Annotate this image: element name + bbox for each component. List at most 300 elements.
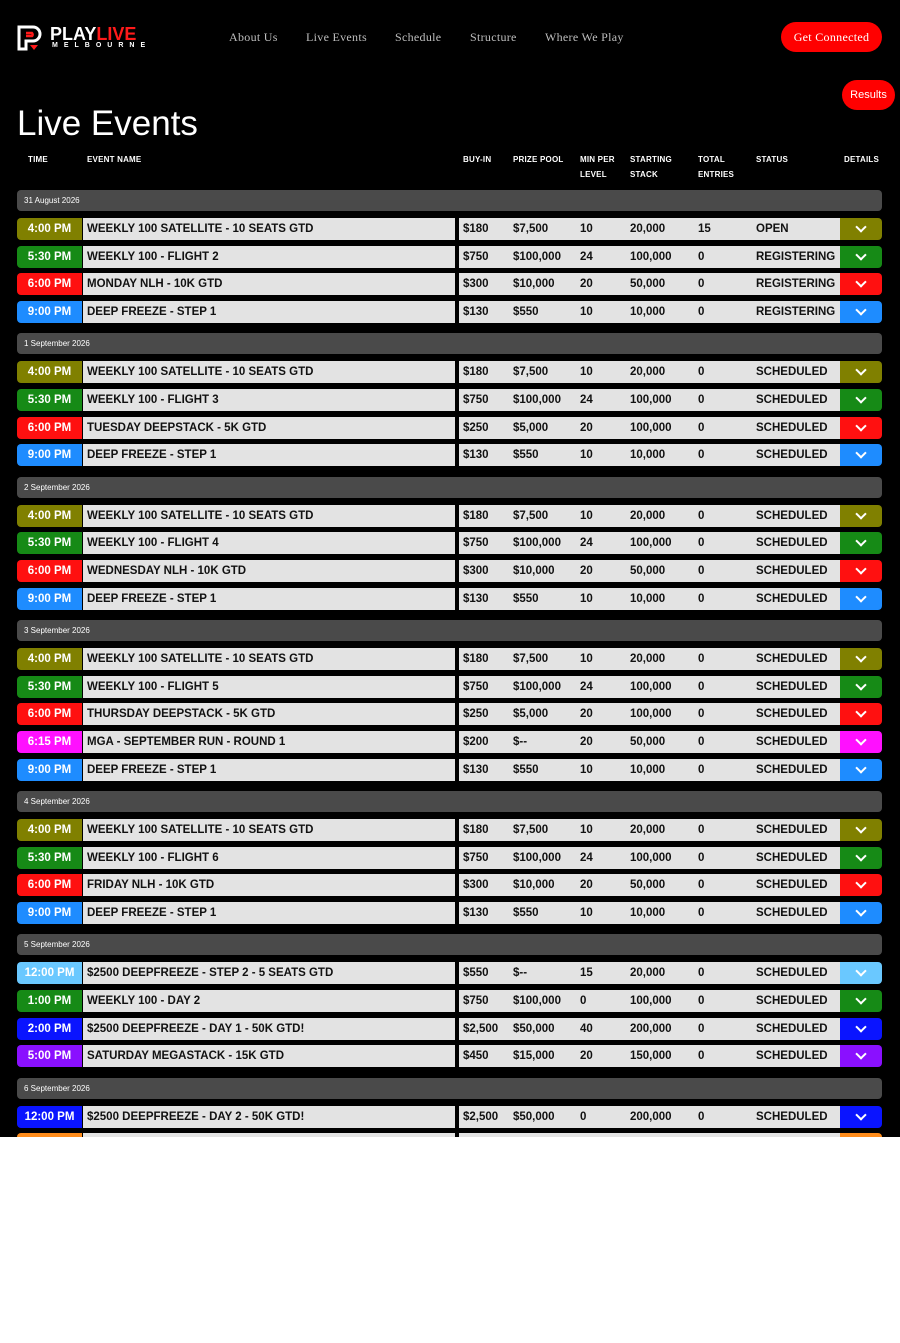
event-name: WEDNESDAY NLH - 10K GTD [83, 560, 455, 582]
event-status: SCHEDULED [756, 366, 828, 379]
playlive-logo-icon [16, 24, 44, 52]
event-status: SCHEDULED [756, 763, 828, 776]
event-status: SCHEDULED [756, 1050, 828, 1063]
event-status: REGISTERING [756, 306, 836, 319]
event-details-toggle[interactable] [840, 676, 882, 698]
event-buy-in: $130 [463, 306, 489, 319]
event-details-toggle[interactable] [840, 246, 882, 268]
logo-subtitle: MELBOURNE [52, 42, 152, 49]
col-time: TIME [28, 155, 48, 164]
event-name: WEEKLY 100 - FLIGHT 4 [83, 532, 455, 554]
event-min-per-level: 10 [580, 763, 593, 776]
event-prize-pool: $10,000 [513, 278, 555, 291]
event-time: 6:15 PM [17, 731, 82, 753]
event-details-toggle[interactable] [840, 759, 882, 781]
event-min-per-level: 24 [580, 537, 593, 550]
event-time: 2:00 PM [17, 1018, 82, 1040]
event-row[interactable] [17, 731, 882, 753]
date-group-header: 2 September 2026 [17, 477, 882, 498]
event-details-toggle[interactable] [840, 444, 882, 466]
event-total-entries: 0 [698, 592, 705, 605]
site-header [0, 0, 900, 76]
event-details-toggle[interactable] [840, 1106, 882, 1128]
event-status: SCHEDULED [756, 565, 828, 577]
event-min-per-level: 10 [580, 823, 593, 836]
event-starting-stack: 20,000 [630, 967, 666, 980]
event-status: SCHEDULED [756, 509, 828, 522]
chevron-down-icon [855, 249, 866, 260]
event-row[interactable] [17, 759, 882, 781]
event-buy-in: $2,500 [463, 1022, 499, 1035]
date-group-header: 5 September 2026 [17, 934, 882, 955]
event-starting-stack: 100,000 [630, 680, 672, 693]
event-prize-pool: $7,500 [513, 509, 549, 522]
event-prize-pool: $550 [513, 763, 539, 776]
event-total-entries: 0 [698, 879, 705, 892]
event-prize-pool: $5,000 [513, 421, 549, 434]
event-name: WEEKLY 100 - FLIGHT 2 [83, 246, 455, 268]
event-prize-pool: $7,500 [513, 652, 549, 665]
event-buy-in: $130 [463, 907, 489, 919]
event-starting-stack: 20,000 [630, 652, 666, 665]
event-starting-stack: 50,000 [630, 565, 666, 577]
event-total-entries: 0 [698, 680, 705, 693]
event-prize-pool: $-- [513, 967, 528, 980]
event-name: WEEKLY 100 SATELLITE - 10 SEATS GTD [83, 361, 455, 383]
event-row[interactable] [17, 532, 882, 554]
event-prize-pool: $7,500 [513, 366, 549, 379]
event-name: DEEP FREEZE - STEP 1 [83, 301, 455, 323]
event-status: SCHEDULED [756, 823, 828, 836]
event-row[interactable] [17, 1018, 882, 1040]
event-row[interactable] [17, 676, 882, 698]
event-total-entries: 0 [698, 823, 705, 836]
event-status: SCHEDULED [756, 592, 828, 605]
chevron-down-icon [855, 850, 866, 861]
event-name: MGA - SEPTEMBER RUN - ROUND 1 [83, 731, 455, 753]
event-total-entries: 0 [698, 1110, 705, 1123]
event-min-per-level: 20 [580, 708, 593, 721]
event-starting-stack: 200,000 [630, 1022, 672, 1035]
event-prize-pool: $10,000 [513, 565, 555, 577]
event-prize-pool: $5,000 [513, 708, 549, 721]
event-row[interactable] [17, 246, 882, 268]
event-total-entries: 0 [698, 736, 705, 748]
event-buy-in: $550 [463, 967, 489, 980]
partial-next-row [17, 1133, 882, 1137]
event-total-entries: 0 [698, 509, 705, 522]
logo-play: PLAY [50, 24, 97, 44]
event-total-entries: 0 [698, 278, 705, 291]
event-name: DEEP FREEZE - STEP 1 [83, 588, 455, 610]
event-total-entries: 0 [698, 763, 705, 776]
event-time: 9:00 PM [17, 301, 82, 323]
chevron-down-icon [855, 762, 866, 773]
event-time: 4:00 PM [17, 648, 82, 670]
chevron-down-icon [855, 966, 866, 977]
event-details-toggle[interactable] [840, 703, 882, 725]
event-buy-in: $450 [463, 1050, 489, 1063]
event-prize-pool: $100,000 [513, 537, 561, 550]
event-row[interactable] [17, 417, 882, 439]
chevron-down-icon [855, 508, 866, 519]
event-total-entries: 0 [698, 1022, 705, 1035]
event-details-toggle[interactable] [840, 218, 882, 240]
event-total-entries: 0 [698, 652, 705, 665]
event-total-entries: 0 [698, 565, 705, 577]
chevron-down-icon [855, 304, 866, 315]
event-details-toggle[interactable] [840, 560, 882, 582]
event-prize-pool: $100,000 [513, 851, 561, 864]
event-starting-stack: 10,000 [630, 907, 666, 919]
event-prize-pool: $50,000 [513, 1110, 555, 1123]
chevron-down-icon [855, 448, 866, 459]
event-details-toggle[interactable] [840, 301, 882, 323]
event-buy-in: $300 [463, 879, 489, 892]
page-title: Live Events [17, 104, 198, 143]
event-min-per-level: 20 [580, 278, 593, 291]
event-total-entries: 0 [698, 306, 705, 319]
event-buy-in: $130 [463, 763, 489, 776]
nav-schedule[interactable]: Schedule [395, 30, 442, 44]
event-status: SCHEDULED [756, 449, 828, 462]
event-buy-in: $2,500 [463, 1110, 499, 1123]
nav-live-events[interactable]: Live Events [306, 30, 367, 44]
event-buy-in: $200 [463, 736, 489, 748]
event-time: 6:00 PM [17, 417, 82, 439]
event-time: 6:00 PM [17, 703, 82, 725]
event-starting-stack: 10,000 [630, 763, 666, 776]
event-details-toggle[interactable] [840, 588, 882, 610]
event-details-toggle[interactable] [840, 819, 882, 841]
event-starting-stack: 10,000 [630, 306, 666, 319]
event-name: $2500 DEEPFREEZE - DAY 1 - 50K GTD! [83, 1018, 455, 1040]
event-row[interactable] [17, 1045, 882, 1067]
event-row[interactable] [17, 962, 882, 984]
event-min-per-level: 20 [580, 421, 593, 434]
event-prize-pool: $100,000 [513, 680, 561, 693]
event-buy-in: $750 [463, 680, 489, 693]
event-buy-in: $130 [463, 449, 489, 462]
event-starting-stack: 20,000 [630, 823, 666, 836]
event-name: WEEKLY 100 - DAY 2 [83, 990, 455, 1012]
event-name: THURSDAY DEEPSTACK - 5K GTD [83, 703, 455, 725]
col-min-per-level: MIN PER LEVEL [580, 155, 615, 179]
event-row[interactable] [17, 1106, 882, 1128]
event-buy-in: $300 [463, 565, 489, 577]
event-buy-in: $180 [463, 823, 489, 836]
col-event-name: EVENT NAME [87, 155, 142, 164]
logo-wordmark [50, 25, 136, 43]
event-time: 12:00 PM [17, 962, 82, 984]
event-time: 5:30 PM [17, 389, 82, 411]
event-total-entries: 0 [698, 994, 705, 1007]
event-buy-in: $180 [463, 366, 489, 379]
nav-about-us[interactable]: About Us [229, 30, 278, 44]
event-name: DEEP FREEZE - STEP 1 [83, 444, 455, 466]
nav-where-we-play[interactable]: Where We Play [545, 30, 624, 44]
date-group-header: 3 September 2026 [17, 620, 882, 641]
chevron-down-icon [855, 420, 866, 431]
event-min-per-level: 0 [580, 1110, 587, 1123]
event-buy-in: $180 [463, 509, 489, 522]
chevron-down-icon [855, 563, 866, 574]
event-details-toggle[interactable] [840, 361, 882, 383]
event-details-toggle[interactable] [840, 874, 882, 896]
event-min-per-level: 10 [580, 907, 593, 919]
event-min-per-level: 10 [580, 366, 593, 379]
event-starting-stack: 100,000 [630, 708, 672, 721]
event-time: 6:00 PM [17, 874, 82, 896]
event-min-per-level: 20 [580, 879, 593, 892]
event-buy-in: $750 [463, 394, 489, 406]
event-details-toggle[interactable] [840, 532, 882, 554]
chevron-down-icon [855, 277, 866, 288]
event-time: 12:00 PM [17, 1106, 82, 1128]
get-connected-button[interactable]: Get Connected [781, 22, 882, 52]
event-starting-stack: 150,000 [630, 1050, 672, 1063]
event-buy-in: $300 [463, 278, 489, 291]
event-starting-stack: 200,000 [630, 1110, 672, 1123]
event-name: FRIDAY NLH - 10K GTD [83, 874, 455, 896]
event-time: 5:30 PM [17, 676, 82, 698]
event-status: SCHEDULED [756, 394, 828, 406]
event-prize-pool: $100,000 [513, 994, 561, 1007]
event-starting-stack: 20,000 [630, 366, 666, 379]
event-buy-in: $750 [463, 537, 489, 550]
event-time: 5:30 PM [17, 246, 82, 268]
event-prize-pool: $550 [513, 306, 539, 319]
event-status: REGISTERING [756, 250, 836, 263]
chevron-down-icon [855, 679, 866, 690]
event-total-entries: 0 [698, 967, 705, 980]
event-row[interactable] [17, 819, 882, 841]
event-time: 1:00 PM [17, 990, 82, 1012]
event-status: SCHEDULED [756, 879, 828, 892]
chevron-down-icon [855, 1021, 866, 1032]
logo[interactable] [16, 24, 152, 52]
event-buy-in: $750 [463, 994, 489, 1007]
event-time: 5:30 PM [17, 847, 82, 869]
event-min-per-level: 20 [580, 565, 593, 577]
date-group-header: 1 September 2026 [17, 333, 882, 354]
event-prize-pool: $100,000 [513, 394, 561, 406]
event-total-entries: 0 [698, 421, 705, 434]
event-name: WEEKLY 100 SATELLITE - 10 SEATS GTD [83, 218, 455, 240]
event-details-toggle[interactable] [840, 417, 882, 439]
event-min-per-level: 24 [580, 680, 593, 693]
nav-structure[interactable]: Structure [470, 30, 517, 44]
col-prize-pool: PRIZE POOL [513, 155, 564, 164]
event-details-toggle[interactable] [840, 847, 882, 869]
event-name: WEEKLY 100 - FLIGHT 6 [83, 847, 455, 869]
event-details-toggle[interactable] [840, 389, 882, 411]
chevron-down-icon [855, 822, 866, 833]
event-row[interactable] [17, 444, 882, 466]
event-status: SCHEDULED [756, 1022, 828, 1035]
chevron-down-icon [855, 1109, 866, 1120]
event-status: SCHEDULED [756, 736, 828, 748]
event-name: $2500 DEEPFREEZE - DAY 2 - 50K GTD! [83, 1106, 455, 1128]
event-min-per-level: 10 [580, 509, 593, 522]
event-status: SCHEDULED [756, 652, 828, 665]
event-buy-in: $180 [463, 652, 489, 665]
event-min-per-level: 10 [580, 223, 593, 235]
event-starting-stack: 100,000 [630, 250, 672, 263]
event-time: 4:00 PM [17, 505, 82, 527]
event-min-per-level: 20 [580, 1050, 593, 1063]
event-total-entries: 0 [698, 851, 705, 864]
event-row[interactable] [17, 218, 882, 240]
logo-live: LIVE [96, 24, 137, 44]
event-name: DEEP FREEZE - STEP 1 [83, 902, 455, 924]
event-row[interactable] [17, 902, 882, 924]
event-status: OPEN [756, 223, 789, 235]
event-time: 9:00 PM [17, 444, 82, 466]
event-details-toggle[interactable] [840, 648, 882, 670]
event-prize-pool: $-- [513, 736, 528, 748]
event-name: WEEKLY 100 SATELLITE - 10 SEATS GTD [83, 819, 455, 841]
event-prize-pool: $100,000 [513, 250, 561, 263]
event-name: WEEKLY 100 - FLIGHT 5 [83, 676, 455, 698]
event-details-toggle[interactable] [840, 962, 882, 984]
event-status: SCHEDULED [756, 680, 828, 693]
col-starting-stack: STARTING STACK [630, 155, 672, 179]
event-prize-pool: $7,500 [513, 823, 549, 836]
chevron-down-icon [855, 993, 866, 1004]
event-prize-pool: $7,500 [513, 223, 549, 235]
event-total-entries: 15 [698, 223, 711, 235]
event-total-entries: 0 [698, 250, 705, 263]
event-min-per-level: 10 [580, 449, 593, 462]
event-starting-stack: 100,000 [630, 851, 672, 864]
event-status: SCHEDULED [756, 708, 828, 721]
event-starting-stack: 100,000 [630, 537, 672, 550]
event-row[interactable] [17, 874, 882, 896]
event-row[interactable] [17, 648, 882, 670]
event-status: SCHEDULED [756, 1110, 828, 1123]
event-row[interactable] [17, 560, 882, 582]
event-total-entries: 0 [698, 708, 705, 721]
event-status: SCHEDULED [756, 994, 828, 1007]
col-buy-in: BUY-IN [463, 155, 492, 164]
event-name: $2500 DEEPFREEZE - STEP 2 - 5 SEATS GTD [83, 962, 455, 984]
chevron-down-icon [855, 591, 866, 602]
event-starting-stack: 10,000 [630, 592, 666, 605]
date-group-header: 4 September 2026 [17, 791, 882, 812]
event-details-toggle[interactable] [840, 902, 882, 924]
event-row[interactable] [17, 361, 882, 383]
event-total-entries: 0 [698, 907, 705, 919]
event-status: SCHEDULED [756, 907, 828, 919]
event-details-toggle[interactable] [840, 990, 882, 1012]
event-prize-pool: $10,000 [513, 879, 555, 892]
chevron-down-icon [855, 651, 866, 662]
event-time: 6:00 PM [17, 560, 82, 582]
event-details-toggle[interactable] [840, 505, 882, 527]
event-row[interactable] [17, 273, 882, 295]
event-min-per-level: 15 [580, 967, 593, 980]
event-total-entries: 0 [698, 366, 705, 379]
event-name: WEEKLY 100 SATELLITE - 10 SEATS GTD [83, 648, 455, 670]
event-min-per-level: 40 [580, 1022, 593, 1035]
chevron-down-icon [855, 221, 866, 232]
event-buy-in: $180 [463, 223, 489, 235]
event-details-toggle[interactable] [840, 731, 882, 753]
event-details-toggle[interactable] [840, 1018, 882, 1040]
event-name: TUESDAY DEEPSTACK - 5K GTD [83, 417, 455, 439]
event-total-entries: 0 [698, 449, 705, 462]
event-details-toggle[interactable] [840, 1045, 882, 1067]
event-name: WEEKLY 100 SATELLITE - 10 SEATS GTD [83, 505, 455, 527]
event-row[interactable] [17, 588, 882, 610]
chevron-down-icon [855, 734, 866, 745]
chevron-down-icon [855, 878, 866, 889]
event-buy-in: $750 [463, 250, 489, 263]
event-status: REGISTERING [756, 278, 836, 291]
event-total-entries: 0 [698, 1050, 705, 1063]
event-status: SCHEDULED [756, 967, 828, 980]
chevron-down-icon [855, 536, 866, 547]
event-buy-in: $750 [463, 851, 489, 864]
event-starting-stack: 20,000 [630, 223, 666, 235]
col-details: DETAILS [844, 155, 880, 164]
event-starting-stack: 100,000 [630, 994, 672, 1007]
event-starting-stack: 100,000 [630, 421, 672, 434]
event-prize-pool: $50,000 [513, 1022, 555, 1035]
event-prize-pool: $15,000 [513, 1050, 555, 1063]
event-row[interactable] [17, 847, 882, 869]
chevron-down-icon [855, 392, 866, 403]
event-row[interactable] [17, 703, 882, 725]
event-time: 5:30 PM [17, 532, 82, 554]
event-status: SCHEDULED [756, 537, 828, 550]
event-row[interactable] [17, 301, 882, 323]
event-total-entries: 0 [698, 537, 705, 550]
event-min-per-level: 10 [580, 652, 593, 665]
event-status: SCHEDULED [756, 851, 828, 864]
event-time: 4:00 PM [17, 218, 82, 240]
results-button[interactable]: Results [842, 80, 895, 110]
chevron-down-icon [855, 365, 866, 376]
event-name: SATURDAY MEGASTACK - 15K GTD [83, 1045, 455, 1067]
event-prize-pool: $550 [513, 592, 539, 605]
event-buy-in: $130 [463, 592, 489, 605]
event-time: 9:00 PM [17, 588, 82, 610]
chevron-down-icon [855, 905, 866, 916]
col-total-entries: TOTAL ENTRIES [698, 155, 735, 179]
date-group-header: 31 August 2026 [17, 190, 882, 211]
event-time: 6:00 PM [17, 273, 82, 295]
chevron-down-icon [855, 1049, 866, 1060]
event-details-toggle[interactable] [840, 273, 882, 295]
event-name: MONDAY NLH - 10K GTD [83, 273, 455, 295]
event-starting-stack: 100,000 [630, 394, 672, 406]
event-total-entries: 0 [698, 394, 705, 406]
event-min-per-level: 24 [580, 394, 593, 406]
event-time: 9:00 PM [17, 902, 82, 924]
chevron-down-icon [855, 707, 866, 718]
event-row[interactable] [17, 505, 882, 527]
event-starting-stack: 50,000 [630, 278, 666, 291]
event-min-per-level: 20 [580, 736, 593, 748]
event-row[interactable] [17, 990, 882, 1012]
event-row[interactable] [17, 389, 882, 411]
event-starting-stack: 10,000 [630, 449, 666, 462]
event-time: 9:00 PM [17, 759, 82, 781]
event-time: 4:00 PM [17, 361, 82, 383]
event-min-per-level: 10 [580, 592, 593, 605]
